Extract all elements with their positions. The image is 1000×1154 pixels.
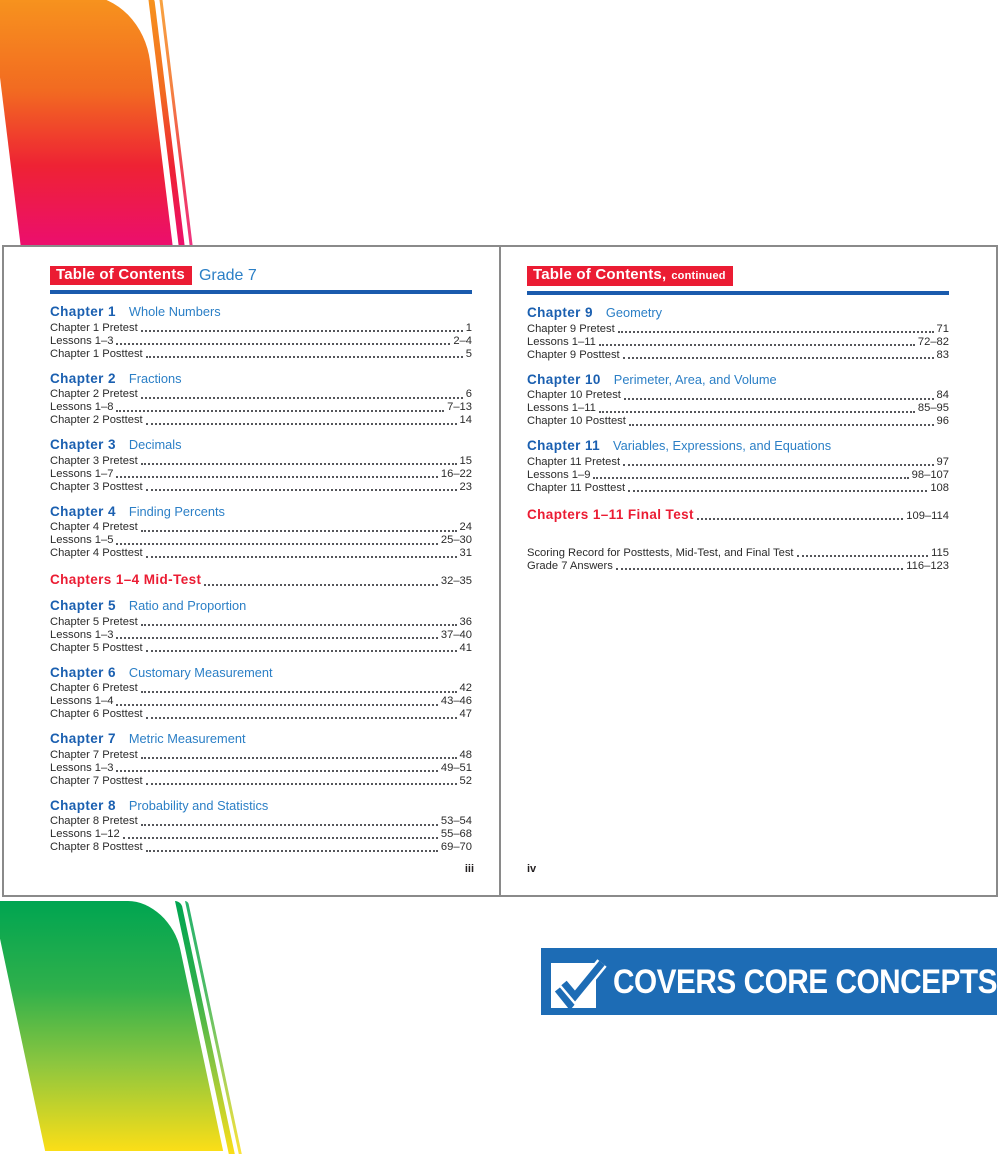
toc-entry-page: 43–46	[440, 695, 472, 707]
toc-entry-title: Chapters 1–11 Final Test	[527, 506, 694, 522]
toc-entry-title: Chapter 2 Pretest	[50, 388, 138, 400]
toc-entry-page: 109–114	[906, 509, 949, 522]
toc-entry-page: 72–82	[917, 335, 949, 348]
toc-left-header	[50, 266, 472, 285]
chapter-label: Chapter 4	[50, 503, 116, 519]
double-checkmark-icon	[551, 954, 600, 1009]
dot-leader	[116, 704, 437, 706]
toc-entry-title: Chapter 1 Posttest	[50, 347, 143, 360]
toc-row	[50, 521, 472, 534]
chapter-topic: Variables, Expressions, and Equations	[613, 438, 832, 453]
toc-entry-page: 115	[931, 546, 949, 559]
toc-entry-title: Chapter 4 Pretest	[50, 521, 138, 533]
toc-row	[50, 642, 472, 655]
toc-entry-page: 5	[465, 347, 472, 360]
toc-page-left	[4, 247, 501, 895]
toc-entry-page: 1	[465, 321, 472, 334]
chapter-label: Chapter 5	[50, 598, 116, 613]
toc-row	[50, 682, 472, 695]
toc-entry-page: 97	[936, 455, 949, 468]
toc-entry-page: 83	[936, 348, 949, 361]
toc-entry-title: Lessons 1–4	[50, 695, 114, 707]
dot-leader	[797, 555, 929, 557]
dot-leader	[628, 490, 927, 492]
toc-entry-title: Lessons 1–9	[527, 468, 591, 481]
toc-entry-page: 108	[930, 481, 949, 494]
chapter-topic: Metric Measurement	[128, 731, 246, 746]
chapter-topic: Finding Percents	[128, 503, 225, 519]
toc-entry-title: Lessons 1–5	[50, 534, 114, 546]
dot-leader	[141, 397, 463, 399]
toc-entry-title: Lessons 1–11	[527, 402, 596, 414]
dot-leader	[141, 757, 457, 759]
toc-entry-page: 41	[459, 641, 472, 654]
chapter-heading	[50, 304, 472, 319]
toc-section	[527, 305, 949, 362]
chapter-heading	[50, 798, 472, 813]
toc-entry-page: 37–40	[440, 628, 472, 641]
chapter-heading	[50, 665, 472, 680]
dot-leader	[141, 463, 457, 465]
covers-core-concepts-banner	[541, 948, 997, 1015]
toc-entry-title: Chapter 6 Posttest	[50, 708, 143, 720]
cover-gradient-top	[0, 0, 173, 246]
chapter-label: Chapter 2	[50, 370, 116, 386]
toc-section	[50, 598, 472, 655]
toc-row	[527, 456, 949, 469]
chapter-topic: Perimeter, Area, and Volume	[613, 371, 777, 387]
toc-section	[50, 437, 472, 494]
chapter-heading	[527, 438, 949, 453]
dot-leader	[141, 624, 457, 626]
toc-sections-right	[527, 305, 949, 573]
toc-row	[527, 323, 949, 336]
toc-row	[50, 547, 472, 560]
toc-row	[50, 348, 472, 361]
toc-section	[527, 372, 949, 429]
toc-entry-page: 32–35	[440, 575, 472, 587]
toc-entry-page: 84	[936, 389, 949, 401]
chapter-topic: Whole Numbers	[128, 304, 221, 319]
header-rule	[527, 291, 949, 295]
toc-entry-page: 25–30	[440, 534, 472, 546]
chapter-label: Chapter 6	[50, 664, 116, 680]
dot-leader	[146, 489, 457, 491]
toc-entry-page: 55–68	[440, 828, 472, 840]
toc-sections-left	[50, 304, 472, 854]
chapter-topic: Probability and Statistics	[128, 797, 269, 813]
dot-leader	[593, 477, 908, 479]
toc-entry-page: 48	[459, 748, 472, 761]
dot-leader	[146, 717, 457, 719]
header-rule	[50, 290, 472, 294]
toc-page-right	[501, 247, 996, 895]
toc-entry-title: Chapter 2 Posttest	[50, 414, 143, 426]
dot-leader	[116, 770, 437, 772]
dot-leader	[204, 584, 437, 586]
toc-row	[50, 841, 472, 854]
toc-left-content	[50, 266, 472, 854]
toc-section	[527, 547, 949, 573]
chapter-topic: Fractions	[128, 370, 182, 386]
toc-entry-title: Chapter 11 Pretest	[527, 455, 621, 468]
banner-label: COVERS CORE CONCEPTS	[613, 961, 997, 1001]
toc-row	[50, 749, 472, 762]
dot-leader	[146, 650, 457, 652]
toc-row	[50, 388, 472, 401]
dot-leader	[141, 330, 463, 332]
chapter-topic: Decimals	[128, 437, 182, 452]
dot-leader	[623, 357, 934, 359]
toc-row	[50, 534, 472, 547]
dot-leader	[146, 783, 457, 785]
chapter-label: Chapter 1	[50, 304, 116, 319]
toc-entry-title: Lessons 1–12	[50, 828, 120, 840]
toc-entry-title: Chapter 3 Posttest	[50, 480, 143, 493]
toc-entry-title: Chapter 7 Posttest	[50, 774, 143, 787]
toc-row	[50, 695, 472, 708]
grade-label: Grade 7	[198, 266, 257, 284]
chapter-label: Chapter 11	[527, 438, 601, 453]
dot-leader	[141, 691, 457, 693]
chapter-label: Chapter 7	[50, 731, 116, 746]
toc-row	[527, 508, 949, 523]
toc-section	[50, 731, 472, 788]
toc-right-header	[527, 266, 949, 286]
toc-right-content	[527, 266, 949, 573]
toc-row	[527, 389, 949, 402]
toc-row	[50, 828, 472, 841]
dot-leader	[123, 837, 438, 839]
dot-leader	[146, 850, 438, 852]
toc-title-text: Table of Contents	[56, 266, 185, 283]
toc-section	[527, 438, 949, 495]
dot-leader	[623, 464, 933, 466]
toc-entry-title: Chapter 9 Pretest	[527, 322, 615, 335]
toc-title-text: Table of Contents,	[533, 266, 667, 283]
chapter-label: Chapter 9	[527, 305, 593, 320]
toc-entry-page: 69–70	[440, 841, 472, 853]
toc-row	[50, 481, 472, 494]
toc-entry-page: 2–4	[453, 334, 472, 347]
toc-row	[50, 708, 472, 721]
toc-row	[50, 335, 472, 348]
toc-row	[527, 469, 949, 482]
toc-entry-page: 31	[459, 547, 472, 559]
toc-title-banner-continued	[527, 266, 733, 286]
toc-row	[527, 560, 949, 573]
chapter-label: Chapter 10	[527, 371, 601, 387]
dot-leader	[697, 518, 903, 520]
chapter-heading	[50, 437, 472, 452]
toc-title-banner	[50, 266, 192, 285]
cover-gradient-bottom	[0, 901, 223, 1151]
toc-entry-page: 116–123	[906, 559, 949, 572]
toc-row	[50, 629, 472, 642]
toc-row	[527, 336, 949, 349]
toc-row	[50, 322, 472, 335]
dot-leader	[116, 543, 437, 545]
toc-entry-title: Scoring Record for Posttests, Mid-Test, and Final Test	[527, 546, 794, 559]
chapter-label: Chapter 8	[50, 797, 116, 813]
page-number-left: iii	[464, 863, 474, 875]
dot-leader	[116, 476, 437, 478]
chapter-topic: Geometry	[605, 305, 663, 320]
toc-entry-title: Chapter 10 Pretest	[527, 389, 621, 401]
toc-entry-page: 52	[459, 774, 472, 787]
toc-entry-page: 47	[459, 708, 472, 720]
toc-section	[50, 304, 472, 361]
toc-entry-page: 36	[459, 615, 472, 628]
toc-row	[50, 414, 472, 427]
toc-row	[50, 815, 472, 828]
toc-row	[527, 482, 949, 495]
dot-leader	[116, 343, 450, 345]
chapter-heading	[527, 372, 949, 387]
dot-leader	[624, 398, 934, 400]
toc-entry-title: Chapter 10 Posttest	[527, 415, 626, 427]
dot-leader	[616, 568, 903, 570]
dot-leader	[599, 344, 915, 346]
toc-entry-title: Grade 7 Answers	[527, 559, 613, 572]
toc-entry-title: Chapter 7 Pretest	[50, 748, 138, 761]
toc-entry-title: Lessons 1–3	[50, 761, 114, 774]
toc-row	[527, 547, 949, 560]
toc-entry-page: 85–95	[917, 402, 949, 414]
toc-entry-title: Chapter 5 Pretest	[50, 615, 138, 628]
toc-entry-page: 49–51	[440, 761, 472, 774]
chapter-heading	[50, 598, 472, 613]
toc-row	[527, 402, 949, 415]
dot-leader	[599, 411, 915, 413]
toc-entry-title: Chapter 3 Pretest	[50, 454, 138, 467]
toc-row	[50, 401, 472, 414]
toc-entry-page: 42	[459, 682, 472, 694]
toc-row	[50, 468, 472, 481]
toc-row	[50, 455, 472, 468]
toc-entry-title: Lessons 1–7	[50, 467, 114, 480]
dot-leader	[141, 824, 438, 826]
toc-entry-page: 16–22	[440, 467, 472, 480]
toc-section	[527, 508, 949, 523]
dot-leader	[629, 424, 934, 426]
toc-entry-title: Chapter 8 Posttest	[50, 841, 143, 853]
chapter-heading	[50, 371, 472, 386]
toc-entry-title: Lessons 1–8	[50, 401, 114, 413]
toc-entry-title: Chapter 11 Posttest	[527, 481, 626, 494]
toc-entry-title: Lessons 1–3	[50, 334, 114, 347]
chapter-heading	[50, 504, 472, 519]
toc-entry-page: 14	[459, 414, 472, 426]
toc-row	[50, 616, 472, 629]
toc-spread	[2, 245, 998, 897]
toc-entry-page: 15	[459, 454, 472, 467]
toc-row	[527, 349, 949, 362]
toc-row	[50, 775, 472, 788]
toc-entry-page: 6	[465, 388, 472, 400]
toc-row	[50, 762, 472, 775]
toc-row	[50, 573, 472, 588]
dot-leader	[116, 410, 444, 412]
toc-entry-page: 24	[459, 521, 472, 533]
toc-section	[50, 573, 472, 588]
toc-section	[50, 371, 472, 428]
toc-entry-title: Lessons 1–3	[50, 628, 114, 641]
dot-leader	[146, 423, 457, 425]
dot-leader	[146, 556, 457, 558]
dot-leader	[141, 530, 457, 532]
toc-entry-page: 53–54	[440, 815, 472, 827]
dot-leader	[116, 637, 437, 639]
toc-entry-title: Chapter 8 Pretest	[50, 815, 138, 827]
toc-section	[50, 798, 472, 855]
dot-leader	[618, 331, 934, 333]
toc-entry-title: Chapter 9 Posttest	[527, 348, 620, 361]
toc-entry-page: 71	[936, 322, 949, 335]
toc-row	[527, 415, 949, 428]
chapter-label: Chapter 3	[50, 437, 116, 452]
toc-entry-title: Lessons 1–11	[527, 335, 596, 348]
toc-entry-page: 7–13	[447, 401, 472, 413]
toc-entry-page: 96	[936, 415, 949, 427]
toc-section	[50, 665, 472, 722]
toc-section	[50, 504, 472, 561]
toc-title-suffix: continued	[671, 270, 726, 282]
toc-entry-title: Chapter 5 Posttest	[50, 641, 143, 654]
toc-entry-page: 23	[459, 480, 472, 493]
page-number-right: iv	[527, 863, 537, 875]
chapter-topic: Ratio and Proportion	[128, 598, 247, 613]
chapter-heading	[527, 305, 949, 320]
toc-entry-title: Chapter 6 Pretest	[50, 682, 138, 694]
chapter-heading	[50, 731, 472, 746]
toc-entry-page: 98–107	[911, 468, 949, 481]
toc-entry-title: Chapter 4 Posttest	[50, 547, 143, 559]
toc-entry-title: Chapter 1 Pretest	[50, 321, 138, 334]
chapter-topic: Customary Measurement	[128, 664, 273, 680]
dot-leader	[146, 356, 463, 358]
toc-entry-title: Chapters 1–4 Mid-Test	[50, 572, 202, 587]
